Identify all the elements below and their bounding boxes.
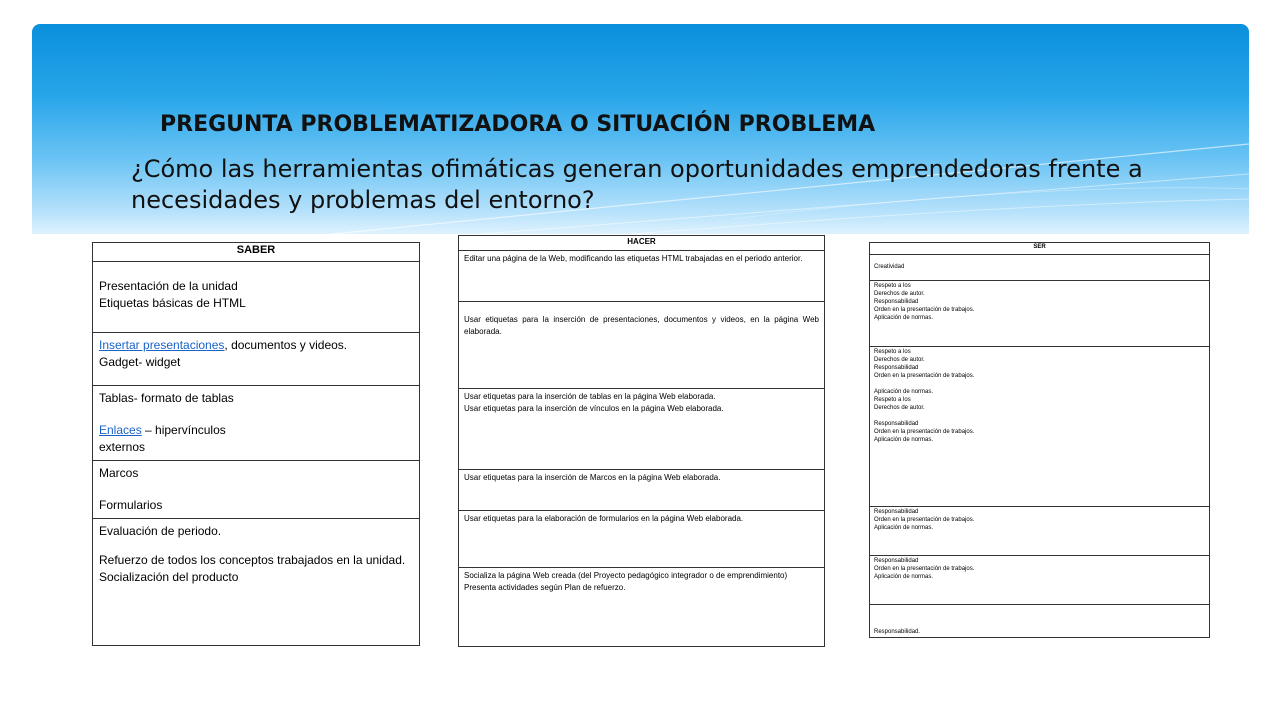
ser-row-2-line: Responsabilidad (874, 299, 919, 305)
enlaces-link[interactable]: Enlaces (99, 423, 142, 437)
ser-row-3-line: Derechos de autor. (874, 405, 925, 411)
hacer-row-4: Usar etiquetas para la inserción de Marcos en la página Web elaborada. (459, 470, 825, 511)
saber-row-4-text-b: Formularios (99, 498, 163, 512)
problem-question: ¿Cómo las herramientas ofimáticas generan oportunidades emprendedoras frente a necesidades y problemas del entorno? (131, 155, 1143, 214)
ser-row-3-line: Aplicación de normas. (874, 437, 934, 443)
ser-row-4 (870, 507, 1210, 556)
ser-row-2-line: Respeto a los (874, 283, 911, 289)
saber-row-4-text: Marcos (99, 466, 139, 480)
ser-row-5 (870, 556, 1210, 605)
hacer-row-6 (459, 568, 825, 647)
saber-table (92, 242, 420, 646)
saber-row-1-text-b: Etiquetas básicas de HTML (99, 296, 246, 310)
saber-row-3-text: Tablas- formato de tablas (99, 391, 234, 405)
ser-row-3-line: Responsabilidad (874, 421, 919, 427)
slide-heading: PREGUNTA PROBLEMATIZADORA O SITUACIÓN PROBLEMA (160, 112, 876, 137)
saber-header: SABER (93, 243, 420, 262)
ser-table (869, 242, 1210, 638)
hacer-table (458, 235, 825, 647)
saber-row-5-text: Evaluación de periodo. (99, 524, 222, 538)
ser-row-3-line: Responsabilidad (874, 365, 919, 371)
saber-row-3-text-rest: – hipervínculos (141, 423, 226, 437)
saber-row-1-text: Presentación de la unidad (99, 279, 238, 293)
ser-row-5-line: Responsabilidad (874, 558, 919, 564)
ser-row-3-line: Orden en la presentación de trabajos. (874, 429, 975, 435)
hacer-header: HACER (459, 236, 825, 251)
saber-row-5-text-b: Refuerzo de todos los conceptos trabajados en la unidad. (99, 553, 406, 567)
ser-row-3-line: Aplicación de normas. (874, 389, 934, 395)
ser-row-3-line: Derechos de autor. (874, 357, 925, 363)
bullet-icon: ✳ (130, 122, 141, 136)
ser-row-5-line: Orden en la presentación de trabajos. (874, 566, 975, 572)
ser-row-1: Creatividad (870, 255, 1210, 281)
ser-row-4-line: Aplicación de normas. (874, 525, 934, 531)
ser-row-2-line: Orden en la presentación de trabajos. (874, 307, 975, 313)
saber-row-1 (93, 262, 420, 333)
ser-row-4-line: Responsabilidad (874, 509, 919, 515)
ser-row-2-line: Aplicación de normas. (874, 315, 934, 321)
ser-row-3-line: Orden en la presentación de trabajos. (874, 373, 975, 379)
saber-row-2-text-b: Gadget- widget (99, 355, 181, 369)
ser-row-3 (870, 347, 1210, 507)
hacer-row-3 (459, 389, 825, 470)
ser-row-3-line: Respeto a los (874, 349, 911, 355)
saber-row-2 (93, 333, 420, 386)
hacer-row-3-text-b: Usar etiquetas para la inserción de vínculos en la página Web elaborada. (464, 404, 724, 413)
hacer-row-1: Editar una página de la Web, modificando las etiquetas HTML trabajadas en el periodo anterior. (459, 251, 825, 302)
hacer-row-2: Usar etiquetas para la inserción de presentaciones, documentos y videos, en la página Web elaborada. (459, 302, 825, 389)
ser-row-6: Responsabilidad. (870, 605, 1210, 638)
saber-row-2-text: , documentos y videos. (224, 338, 348, 352)
saber-row-5 (93, 519, 420, 646)
saber-row-3-text-b: externos (99, 440, 146, 454)
saber-row-5-text-c: Socialización del producto (99, 570, 239, 584)
ser-row-2 (870, 281, 1210, 347)
hacer-row-6-text: Socializa la página Web creada (del Proyecto pedagógico integrador o de emprendimiento) (464, 571, 788, 580)
hacer-row-5: Usar etiquetas para la elaboración de formularios en la página Web elaborada. (459, 511, 825, 568)
saber-row-3 (93, 386, 420, 461)
insertar-presentaciones-link[interactable]: Insertar presentaciones (99, 338, 225, 352)
ser-row-3-spacer (874, 412, 1205, 420)
hacer-row-6-text-b: Presenta actividades según Plan de refuerzo. (464, 583, 626, 592)
ser-header: SER (870, 243, 1210, 255)
saber-row-4 (93, 461, 420, 519)
hacer-row-3-text: Usar etiquetas para la inserción de tablas en la página Web elaborada. (464, 392, 716, 401)
ser-row-3-line: Respeto a los (874, 397, 911, 403)
ser-row-5-line: Aplicación de normas. (874, 574, 934, 580)
ser-row-4-line: Orden en la presentación de trabajos. (874, 517, 975, 523)
ser-row-3-spacer (874, 380, 1205, 388)
ser-row-2-line: Derechos de autor. (874, 291, 925, 297)
